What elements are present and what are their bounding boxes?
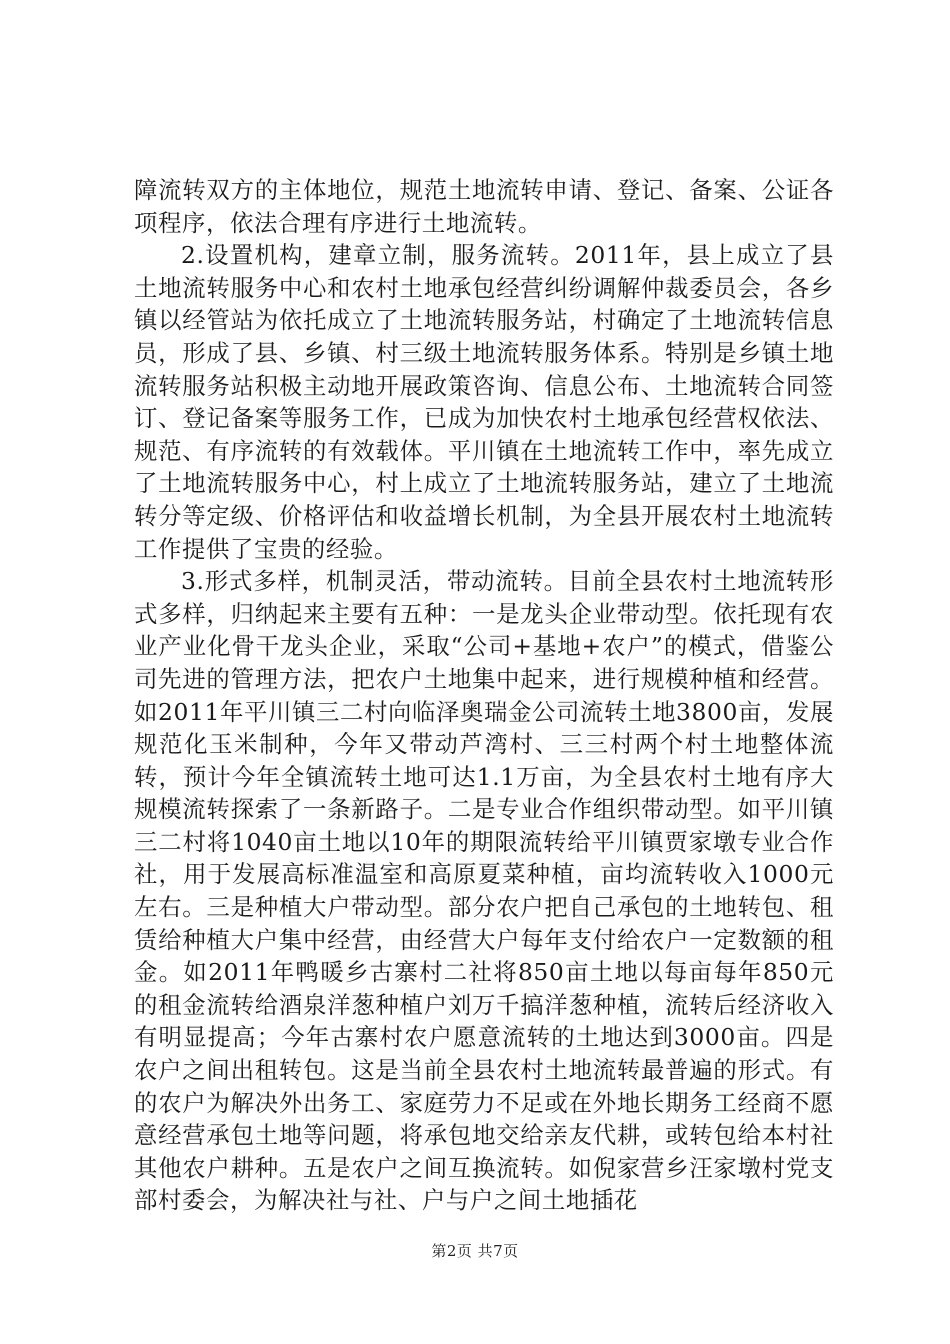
document-body: [134, 174, 834, 1217]
paragraph-continuation: 障流转双方的主体地位，规范土地流转申请、登记、备案、公证各项程序，依法合理有序进行土地流转。: [134, 176, 834, 237]
paragraph-section-3: 3.形式多样，机制灵活，带动流转。目前全县农村土地流转形式多样，归纳起来主要有五种：一是龙头企业带动型。依托现有农业产业化骨干龙头企业，采取“公司+基地+农户”的模式，借鉴公司先进的管理方法，把农户土地集中起来，进行规模种植和经营。如2011年平川镇三二村向临泽奥瑞金公司流转土地3800亩，发展规范化玉米制种，今年又带动芦湾村、三三村两个村土地整体流转，预计今年全镇流转土地可达1.1万亩，为全县农村土地有序大规模流转探索了一条新路子。二是专业合作组织带动型。如平川镇三二村将1040亩土地以10年的期限流转给平川镇贾家墩专业合作社，用于发展高标准温室和高原夏菜种植，亩均流转收入1000元左右。三是种植大户带动型。部分农户把自己承包的土地转包、租赁给种植大户集中经营，由经营大户每年支付给农户一定数额的租金。如2011年鸭暖乡古寨村二社将850亩土地以每亩每年850元的租金流转给酒泉洋葱种植户刘万千搞洋葱种植，流转后经济收入有明显提高；今年古寨村农户愿意流转的土地达到3000亩。四是农户之间出租转包。这是当前全县农村土地流转最普遍的形式。有的农户为解决外出务工、家庭劳力不足或在外地长期务工经商不愿意经营承包土地等问题，将承包地交给亲友代耕，或转包给本村社其他农户耕种。五是农户之间互换流转。如倪家营乡汪家墩村党支部村委会，为解决社与社、户与户之间土地插花: [134, 567, 834, 1215]
paragraph-section-2: 2.设置机构，建章立制，服务流转。2011年，县上成立了县土地流转服务中心和农村土地承包经营纠纷调解仲裁委员会，各乡镇以经管站为依托成立了土地流转服务站，村确定了土地流转信息员，形成了县、乡镇、村三级土地流转服务体系。特别是乡镇土地流转服务站积极主动地开展政策咨询、信息公布、土地流转合同签订、登记备案等服务工作，已成为加快农村土地承包经营权依法、规范、有序流转的有效载体。平川镇在土地流转工作中，率先成立了土地流转服务中心，村上成立了土地流转服务站，建立了土地流转分等定级、价格评估和收益增长机制，为全县开展农村土地流转工作提供了宝贵的经验。: [134, 241, 834, 563]
page-number-footer: 第2页 共7页: [431, 1242, 519, 1260]
